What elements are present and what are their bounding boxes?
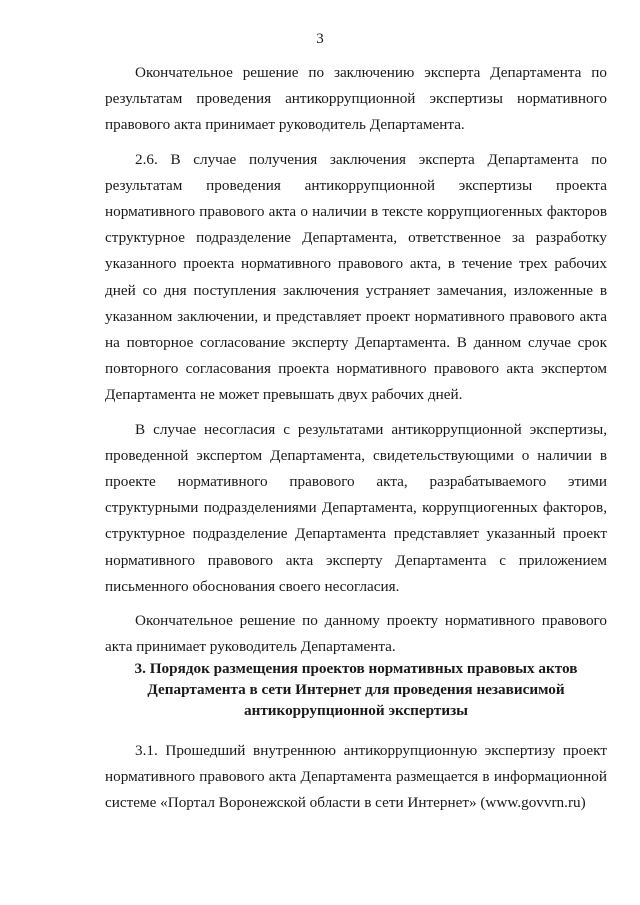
paragraph-2-6: 2.6. В случае получения заключения эксперта Департамента по результатам проведения антикоррупционной экспертизы проекта нормативного правового акта о наличии в тексте коррупциогенных факторов структурное подразделение Департамента, ответственное за разработку указанного проекта нормативного правового акта, в течение трех рабочих дней со дня поступления заключения устраняет замечания, изложенные в указанном заключении, и представляет проект нормативного правового акта на повторное согласование эксперту Департамента. В данном случае срок повторного согласования проекта нормативного правового акта экспертом Департамента не может превышать двух рабочих дней. xyxy=(105,150,607,404)
body-text-top xyxy=(105,60,607,668)
paragraph-final-decision: Окончательное решение по заключению эксперта Департамента по результатам проведения антикоррупционной экспертизы нормативного правового акта принимает руководитель Департамента. xyxy=(105,64,607,134)
paragraph-final-decision-project: Окончательное решение по данному проекту нормативного правового акта принимает руководитель Департамента. xyxy=(105,612,607,656)
body-text-bottom xyxy=(105,738,607,825)
section-heading-line-2: Департамента в сети Интернет для проведения независимой xyxy=(147,681,565,698)
page-number: 3 xyxy=(316,31,324,47)
section-heading-line-3: антикоррупционной экспертизы xyxy=(243,702,469,719)
paragraph-3-1: 3.1. Прошедший внутреннюю антикоррупционную экспертизу проект нормативного правового акта Департамента размещается в информационной системе «Портал Воронежской области в сети Интернет» (www.govvrn.ru) xyxy=(105,742,607,812)
paragraph-disagreement: В случае несогласия с результатами антикоррупционной экспертизы, проведенной экспертом Департамента, свидетельствующими о наличии в проекте нормативного правового акта, разрабатываемого этими структурными подразделениями Департамента, коррупциогенных факторов, структурное подразделение Департамента представляет указанный проект нормативного правового акта эксперту Департамента с приложением письменного обоснования своего несогласия. xyxy=(105,420,607,595)
section-heading-line-1: 3. Порядок размещения проектов нормативных правовых актов xyxy=(134,660,578,677)
section-heading xyxy=(105,658,607,721)
